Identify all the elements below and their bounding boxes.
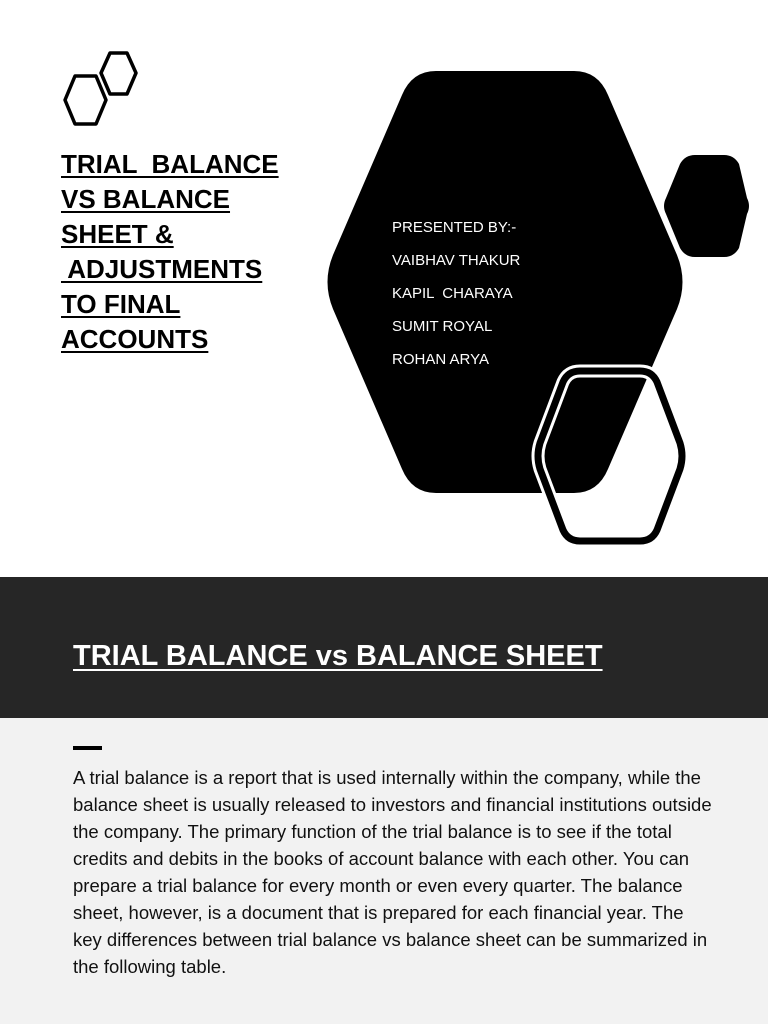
logo-hexagon-back — [101, 53, 136, 94]
title-line: VS BALANCE — [61, 184, 231, 214]
presenter-name: SUMIT ROYAL — [392, 318, 493, 335]
presentation-title — [61, 147, 291, 357]
presenter-label: PRESENTED BY:- — [392, 219, 517, 236]
presenter-name: VAIBHAV THAKUR — [392, 252, 521, 269]
title-line: TRIAL BALANCE — [61, 149, 279, 179]
slide-header-bar — [0, 577, 768, 718]
title-line: TO FINAL — [61, 289, 181, 319]
accent-dash — [73, 746, 102, 750]
logo-hexagon-front — [65, 76, 106, 124]
body-paragraph: A trial balance is a report that is used internally within the company, while the balance sheet is usually released to investors and financial institutions outside the company. The primary function of the trial balance is to see if the total credits and debits in the books of account balance with each other. You can prepare a trial balance for every month or even every quarter. The balance sheet, however, is a document that is prepared for each financial year. The key differences between trial balance vs balance sheet can be summarized in the following table. — [73, 767, 712, 977]
presenter-name: ROHAN ARYA — [392, 351, 489, 368]
small-black-hexagon — [664, 155, 749, 257]
hexagon-logo-icon — [65, 53, 136, 124]
title-line: ACCOUNTS — [61, 324, 209, 354]
slide-title: TRIAL BALANCE vs BALANCE SHEET — [73, 640, 603, 672]
content-slide — [0, 577, 768, 1024]
presenter-list — [392, 211, 632, 376]
title-line: SHEET & — [61, 219, 174, 249]
title-line: ADJUSTMENTS — [61, 254, 263, 284]
presenter-name: KAPIL CHARAYA — [392, 285, 513, 302]
